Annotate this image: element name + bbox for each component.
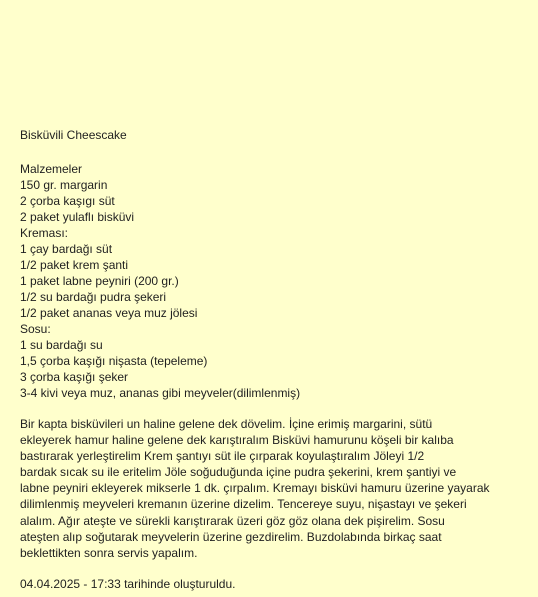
ingredient-line: 1/2 paket krem şanti (20, 258, 129, 272)
instruction-line: labne peyniri ekleyerek mikserle 1 dk. çırpalım. Kremayı bisküvi hamuru üzerine yayarak (20, 481, 490, 496)
instruction-line: Bir kapta bisküvileri un haline gelene dek dövelim. İçine erimiş margarini, sütü (20, 417, 433, 431)
ingredient-line: Malzemeler (20, 162, 83, 176)
instruction-line: beklettikten sonra servis yapalım. (20, 545, 198, 560)
recipe-title: Bisküvili Cheescake (20, 128, 127, 142)
ingredient-line: Sosu: (20, 322, 51, 336)
created-timestamp: 04.04.2025 - 17:33 tarihinde oluşturuldu. (20, 577, 236, 591)
ingredient-list (20, 161, 520, 401)
instruction-line: dilimlenmiş meyveleri kremanın üzerine dizelim. Tencereye suyu, nişastayı ve şekeri (20, 497, 467, 512)
ingredient-line: 3 çorba kaşığı şeker (20, 370, 129, 384)
ingredient-line: 1 paket labne peyniri (200 gr.) (20, 274, 179, 288)
instructions-paragraph (20, 416, 520, 561)
instruction-line: bastırarak yerleştirelim Krem şantıyı süt ile çırparak koyulaştıralım Jöleyi 1/2 (20, 449, 425, 464)
ingredient-line: 1 su bardağı su (20, 338, 103, 352)
ingredient-line: 2 paket yulaflı bisküvi (20, 210, 135, 224)
ingredient-line: 3-4 kivi veya muz, ananas gibi meyveler(dilimlenmiş) (20, 386, 301, 400)
instruction-line: bardak sıcak su ile eritelim Jöle soğuduğunda içine pudra şekerini, krem şantiyi ve (20, 465, 457, 480)
ingredient-line: 1/2 su bardağı pudra şekeri (20, 290, 167, 304)
ingredient-line: 1,5 çorba kaşığı nişasta (tepeleme) (20, 354, 208, 368)
ingredient-line: 150 gr. margarin (20, 178, 108, 192)
ingredient-line: 1 çay bardağı süt (20, 242, 113, 256)
ingredient-line: 1/2 paket ananas veya muz jölesi (20, 306, 198, 320)
ingredient-line: Kreması: (20, 226, 69, 240)
instruction-line: ekleyerek hamur haline gelene dek karıştıralım Bisküvi hamurunu köşeli bir kalıba (20, 433, 454, 448)
instruction-line: ateşten alıp soğutarak meyvelerin üzerine gezdirelim. Buzdolabında birkaç saat (20, 529, 442, 544)
instruction-line: alalım. Ağır ateşte ve sürekli karıştırarak üzeri göz göz olana dek pişirelim. Sosu (20, 513, 445, 528)
ingredient-line: 2 çorba kaşıgı süt (20, 194, 115, 208)
